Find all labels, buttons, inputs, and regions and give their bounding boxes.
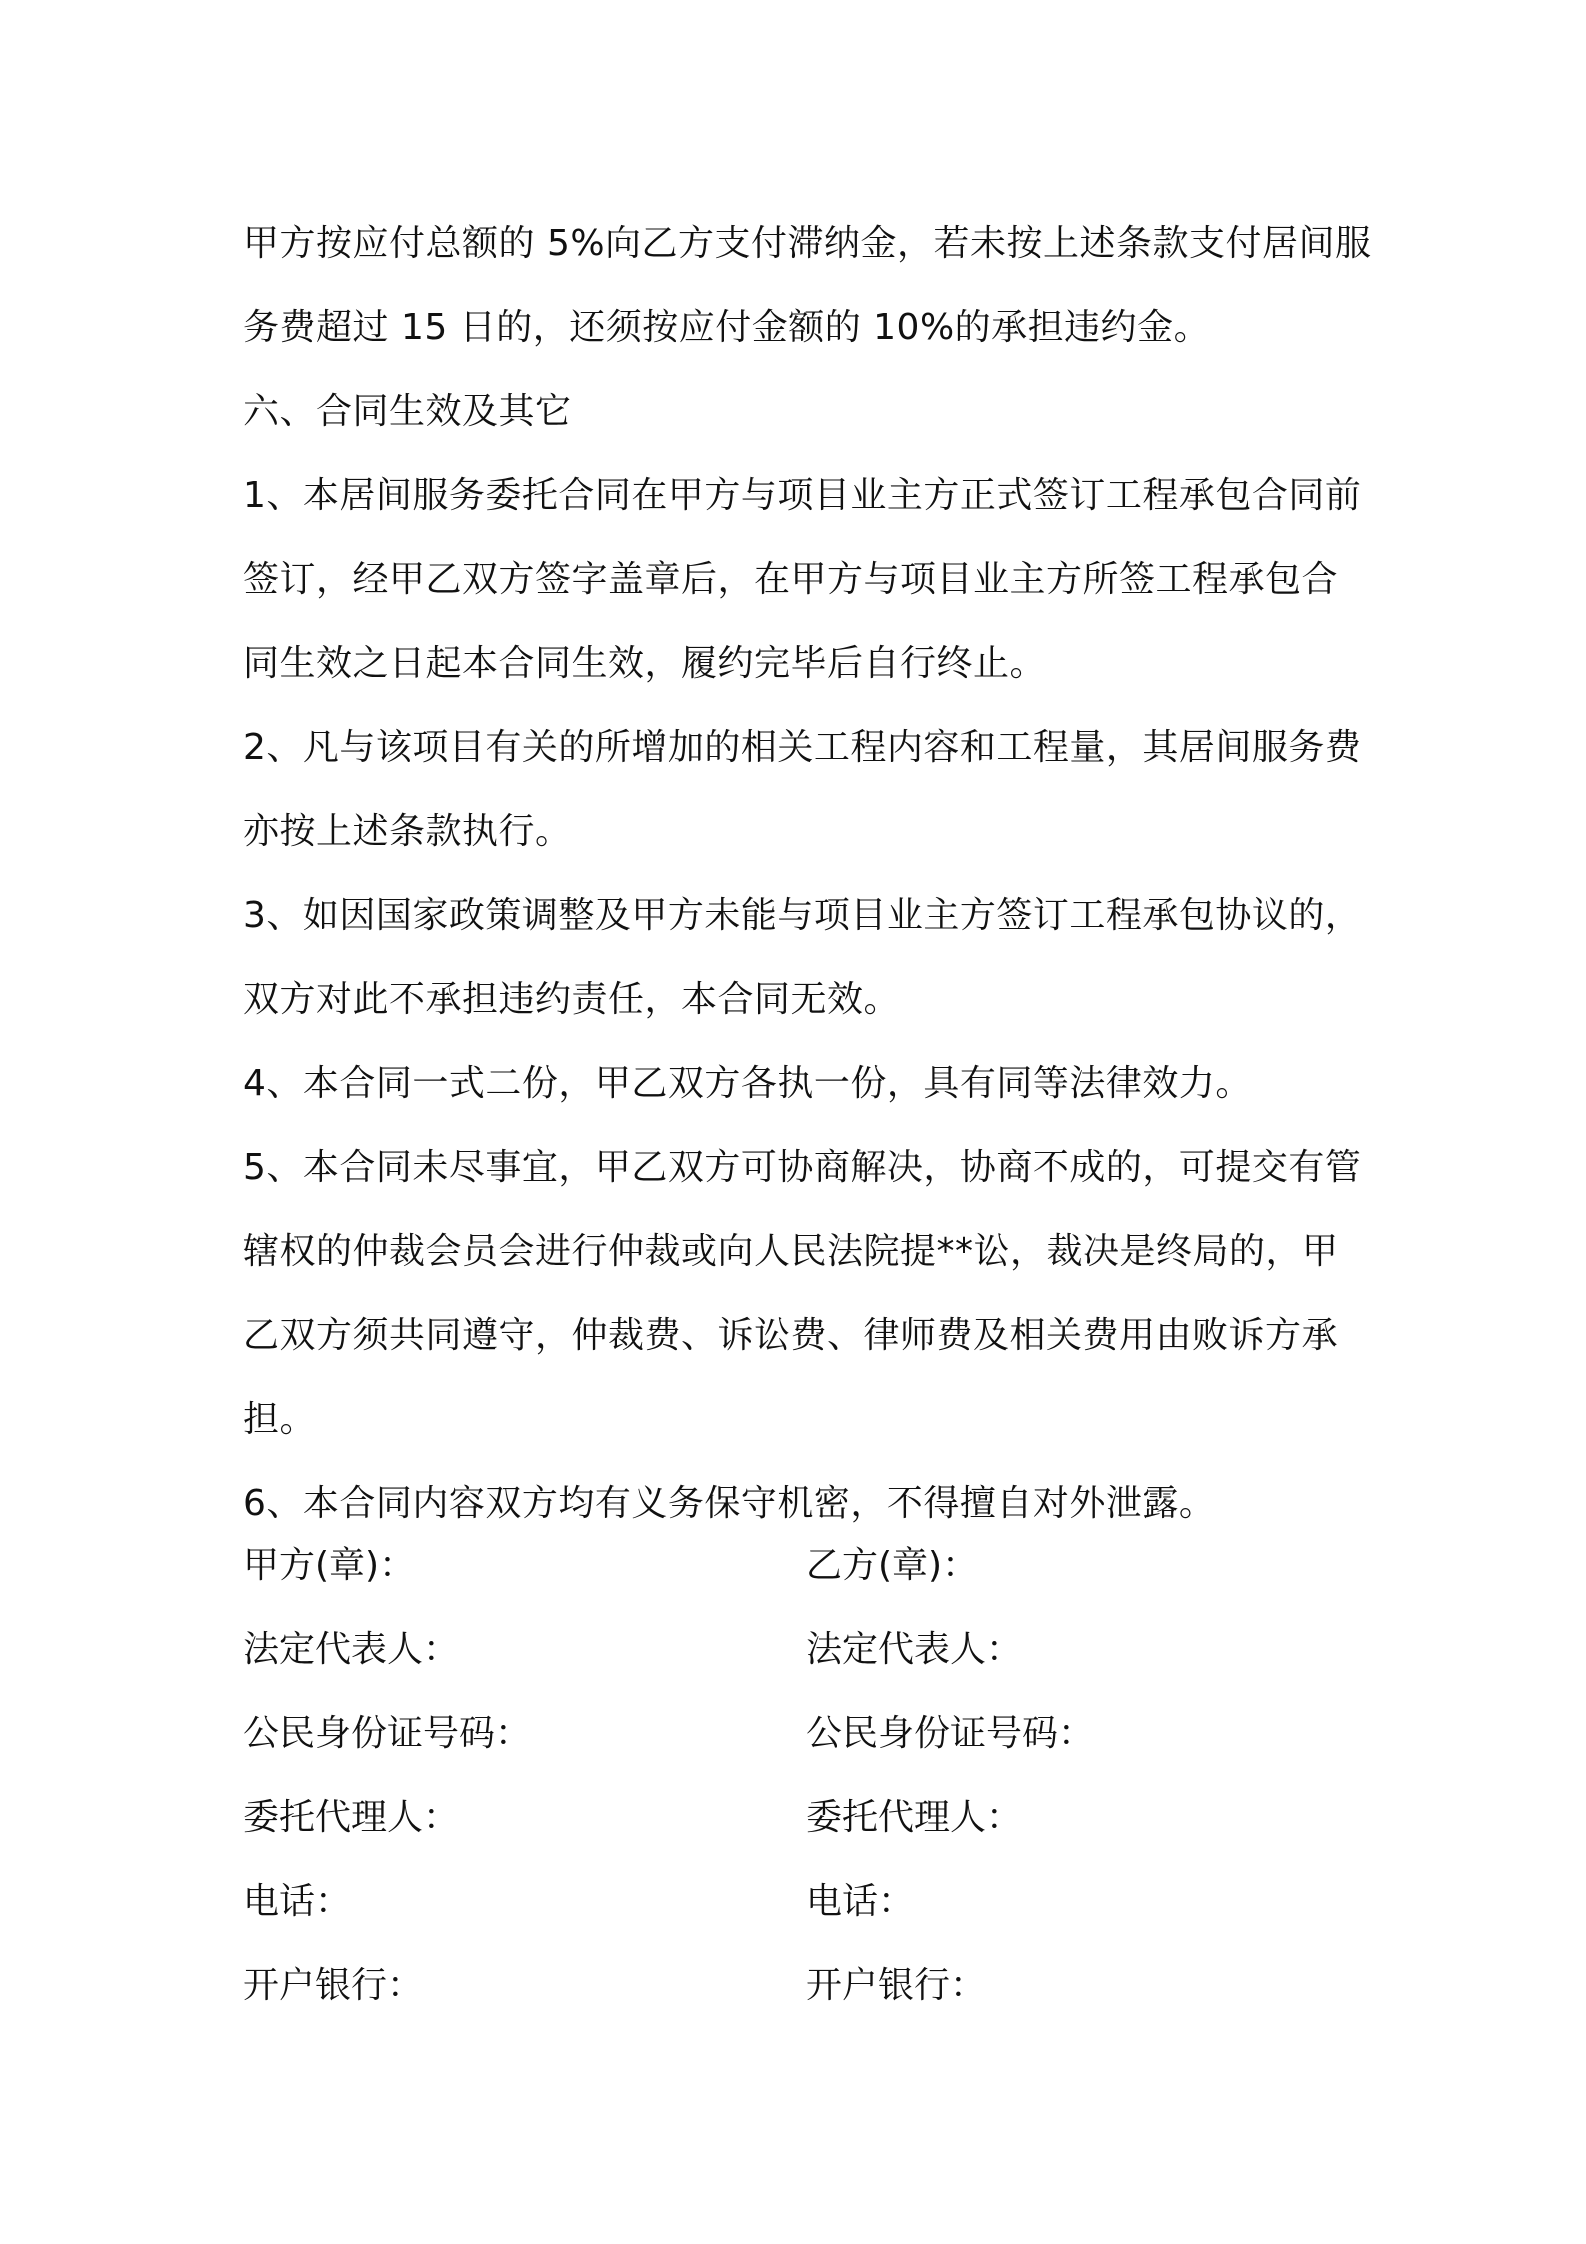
party-a-phone-label: 电话： xyxy=(243,1881,352,1922)
party-a-agent-label: 委托代理人： xyxy=(243,1797,460,1838)
clause-4: 4、本合同一式二份，甲乙双方各执一份，具有同等法律效力。 xyxy=(243,1063,1252,1104)
party-a-seal-label: 甲方(章)： xyxy=(243,1545,416,1586)
clause-2: 2、凡与该项目有关的所增加的相关工程内容和工程量，其居间服务费亦按上述条款执行。 xyxy=(243,727,1362,852)
party-a-bank-label: 开户银行： xyxy=(243,1965,424,2006)
party-b-agent-label: 委托代理人： xyxy=(806,1797,1023,1838)
signature-block xyxy=(243,1524,1373,2028)
signature-row-agent xyxy=(243,1776,1373,1860)
signature-row-seal xyxy=(243,1524,1373,1608)
clause-3: 3、如因国家政策调整及甲方未能与项目业主方签订工程承包协议的，双方对此不承担违约责任，本合同无效。 xyxy=(243,895,1362,1020)
signature-row-legal-rep xyxy=(243,1608,1373,1692)
paragraph-late-fee: 甲方按应付总额的 5%向乙方支付滞纳金，若未按上述条款支付居间服务费超过 15 日的，还须按应付金额的 10%的承担违约金。 xyxy=(243,223,1372,348)
signature-row-bank xyxy=(243,1944,1373,2028)
party-a-legal-rep-label: 法定代表人： xyxy=(243,1629,460,1670)
party-b-id-number-label: 公民身份证号码： xyxy=(806,1713,1095,1754)
signature-row-phone xyxy=(243,1860,1373,1944)
contract-body xyxy=(243,202,1373,1546)
party-a-id-number-label: 公民身份证号码： xyxy=(243,1713,532,1754)
party-b-seal-label: 乙方(章)： xyxy=(806,1545,979,1586)
clause-6: 6、本合同内容双方均有义务保守机密，不得擅自对外泄露。 xyxy=(243,1483,1216,1524)
signature-row-id-number xyxy=(243,1692,1373,1776)
clause-1: 1、本居间服务委托合同在甲方与项目业主方正式签订工程承包合同前签订，经甲乙双方签字盖章后，在甲方与项目业主方所签工程承包合同生效之日起本合同生效，履约完毕后自行终止。 xyxy=(243,475,1362,684)
clause-5: 5、本合同未尽事宜，甲乙双方可协商解决，协商不成的，可提交有管辖权的仲裁会员会进行仲裁或向人民法院提**讼，裁决是终局的，甲乙双方须共同遵守，仲裁费、诉讼费、律师费及相关费用由败诉方承担。 xyxy=(243,1147,1362,1440)
section-heading-effectiveness: 六、合同生效及其它 xyxy=(243,391,572,432)
party-b-bank-label: 开户银行： xyxy=(806,1965,987,2006)
party-b-legal-rep-label: 法定代表人： xyxy=(806,1629,1023,1670)
party-b-phone-label: 电话： xyxy=(806,1881,915,1922)
